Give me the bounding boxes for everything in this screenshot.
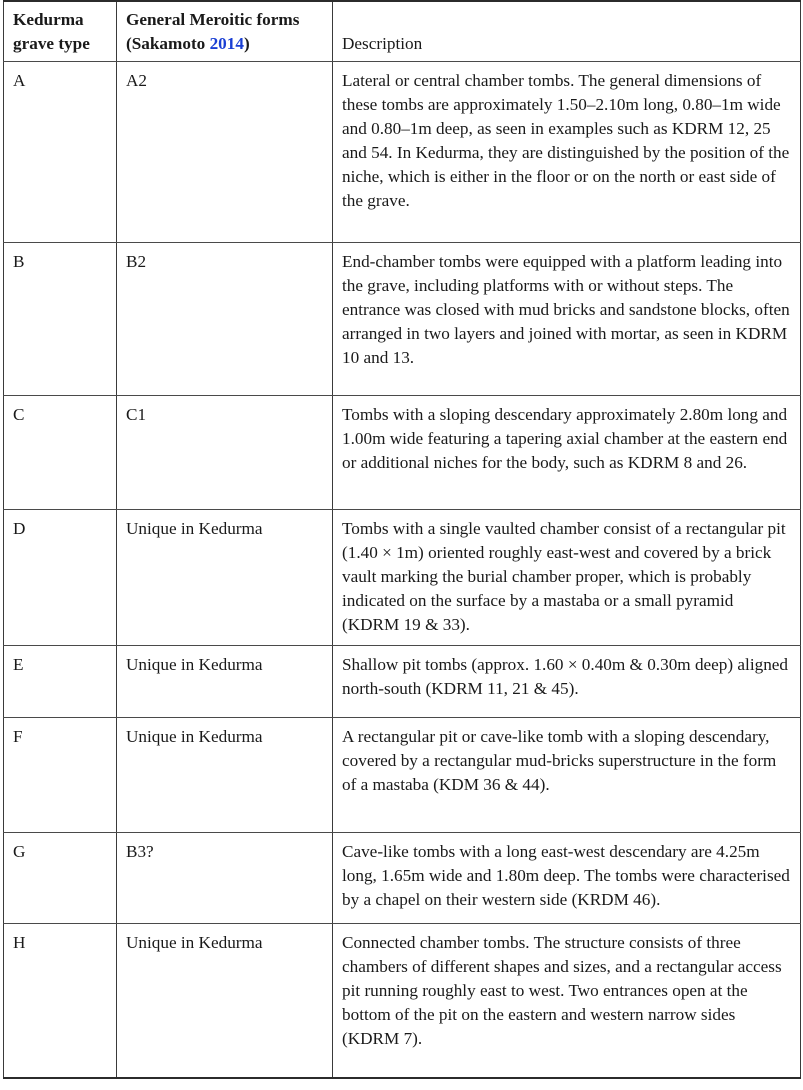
column-header-grave-type — [4, 1, 117, 62]
cell-description: Lateral or central chamber tombs. The general dimensions of these tombs are approximately 1.50–2.10m long, 0.80–1m wide and 0.80–1m deep, as seen in examples such as KDRM 12, 25 and 54. In Kedurma, they are distinguished by the position of the niche, which is either in the floor or on the north or east side of the grave. — [333, 62, 801, 243]
cell-meroitic-form: Unique in Kedurma — [117, 646, 333, 718]
cell-meroitic-form: C1 — [117, 396, 333, 510]
cell-meroitic-form: Unique in Kedurma — [117, 924, 333, 1079]
column-header-meroitic-forms — [117, 1, 333, 62]
table-row — [4, 510, 801, 646]
cell-grave-type: G — [4, 833, 117, 924]
column-header-grave-type-line1: Kedurma — [13, 10, 84, 29]
column-header-meroitic-forms-suffix: ) — [243, 33, 250, 53]
table-row — [4, 924, 801, 1079]
cell-grave-type: D — [4, 510, 117, 646]
cell-grave-type: E — [4, 646, 117, 718]
table-header — [4, 1, 801, 62]
cell-description: Connected chamber tombs. The structure consists of three chambers of different shapes and sizes, and a rectangular access pit running roughly east to west. Two entrances open at the bottom of the pit on the eastern and western narrow sides (KDRM 7). — [333, 924, 801, 1079]
column-header-meroitic-forms-line1: General Meroitic forms — [126, 10, 300, 29]
table-row — [4, 833, 801, 924]
table-row — [4, 243, 801, 396]
cell-grave-type: C — [4, 396, 117, 510]
column-header-description: Description — [333, 1, 801, 62]
citation-link-sakamoto-2014[interactable]: 2014 — [209, 33, 244, 53]
cell-grave-type: H — [4, 924, 117, 1079]
table-row — [4, 62, 801, 243]
cell-meroitic-form: A2 — [117, 62, 333, 243]
cell-description: Shallow pit tombs (approx. 1.60 × 0.40m & 0.30m deep) aligned north-south (KDRM 11, 21 & 45). — [333, 646, 801, 718]
table-row — [4, 396, 801, 510]
cell-description: Cave-like tombs with a long east-west descendary are 4.25m long, 1.65m wide and 1.80m deep. The tombs were characterised by a chapel on their western side (KRDM 46). — [333, 833, 801, 924]
cell-description: A rectangular pit or cave-like tomb with a sloping descendary, covered by a rectangular mud-bricks superstructure in the form of a mastaba (KDM 36 & 44). — [333, 718, 801, 833]
table-body — [4, 62, 801, 1079]
cell-meroitic-form: B2 — [117, 243, 333, 396]
table-header-row — [4, 1, 801, 62]
table-row — [4, 718, 801, 833]
table-row — [4, 646, 801, 718]
column-header-grave-type-line2: grave type — [13, 33, 90, 53]
cell-grave-type: A — [4, 62, 117, 243]
column-header-meroitic-forms-prefix: (Sakamoto — [126, 33, 210, 53]
cell-grave-type: B — [4, 243, 117, 396]
grave-type-table — [3, 0, 801, 1079]
cell-description: Tombs with a sloping descendary approximately 2.80m long and 1.00m wide featuring a tapering axial chamber at the eastern end or additional niches for the body, such as KDRM 8 and 26. — [333, 396, 801, 510]
cell-grave-type: F — [4, 718, 117, 833]
cell-meroitic-form: Unique in Kedurma — [117, 718, 333, 833]
cell-meroitic-form: Unique in Kedurma — [117, 510, 333, 646]
cell-description: Tombs with a single vaulted chamber consist of a rectangular pit (1.40 × 1m) oriented roughly east-west and covered by a brick vault marking the burial chamber proper, which is probably indicated on the surface by a mastaba or a small pyramid (KDRM 19 & 33). — [333, 510, 801, 646]
cell-description: End-chamber tombs were equipped with a platform leading into the grave, including platforms with or without steps. The entrance was closed with mud bricks and sandstone blocks, often arranged in two layers and joined with mortar, as seen in KDRM 10 and 13. — [333, 243, 801, 396]
cell-meroitic-form: B3? — [117, 833, 333, 924]
